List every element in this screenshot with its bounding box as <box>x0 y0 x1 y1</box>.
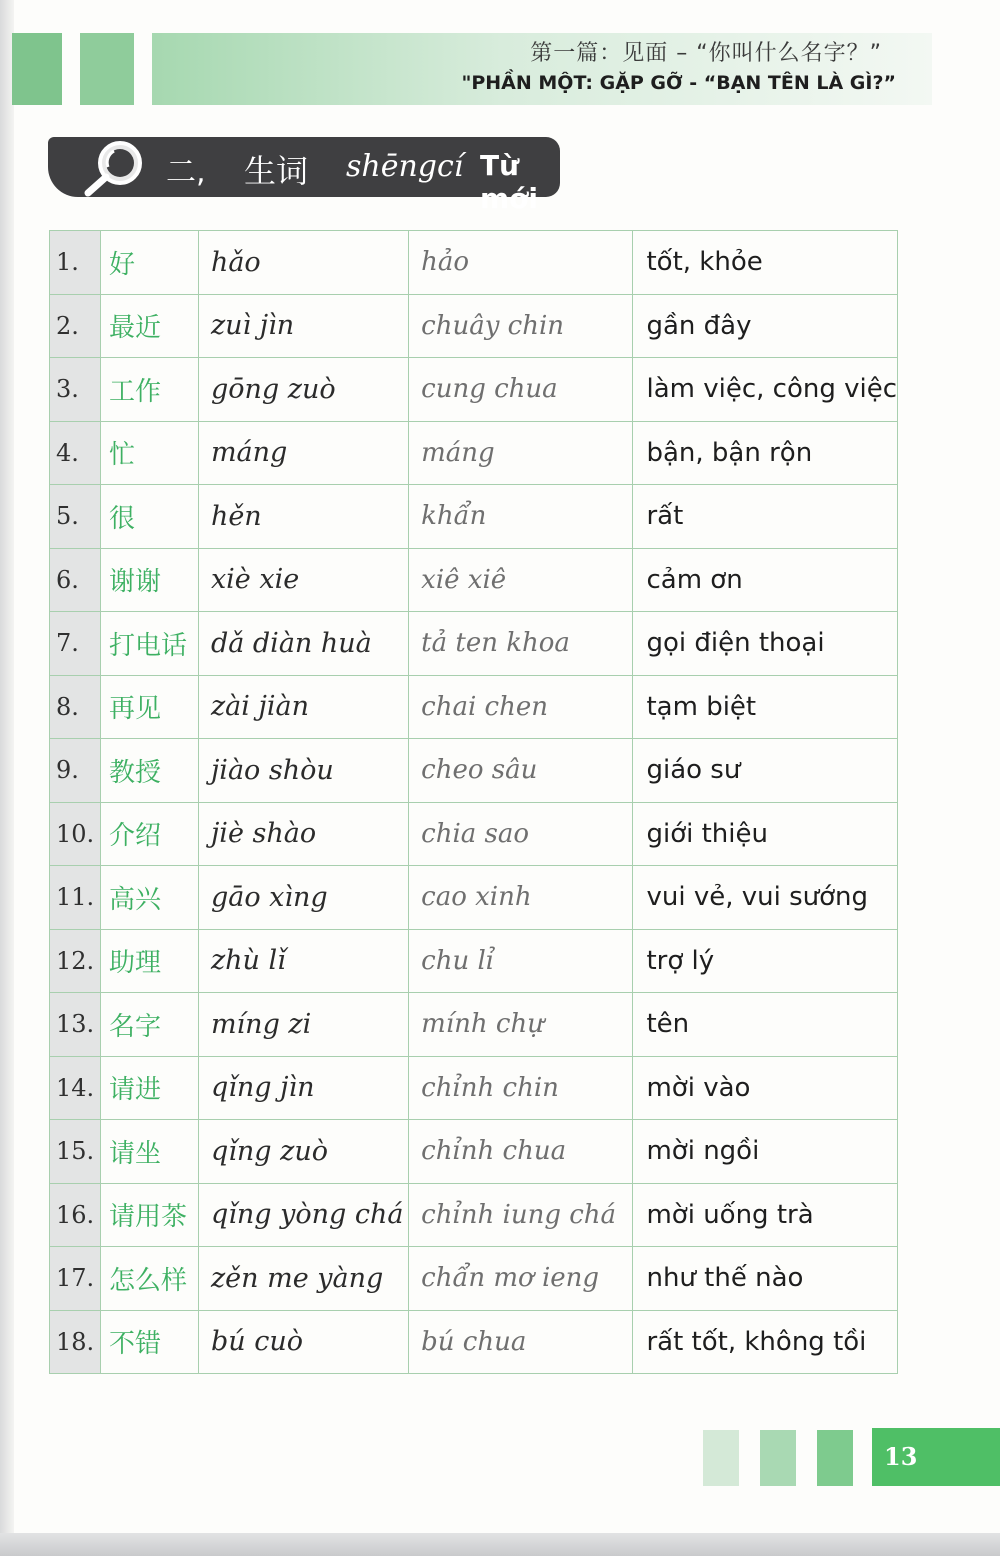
hanzi-cell: 打电话 <box>101 612 199 676</box>
chapter-title-vietnamese: "PHẦN MỘT: GẶP GỠ - “BẠN TÊN LÀ GÌ?” <box>461 72 896 94</box>
hanzi-cell: 谢谢 <box>101 548 199 612</box>
hanzi-cell: 不错 <box>101 1310 199 1374</box>
vietnamese-phonetic-cell: cung chua <box>409 358 633 422</box>
page-edge-shadow <box>0 0 14 1556</box>
row-number: 13. <box>50 993 101 1057</box>
row-number: 1. <box>50 231 101 295</box>
meaning-cell: giáo sư <box>633 739 898 803</box>
row-number: 10. <box>50 802 101 866</box>
vietnamese-phonetic-cell: chia sao <box>409 802 633 866</box>
row-number: 9. <box>50 739 101 803</box>
header-square-1 <box>12 33 62 105</box>
hanzi-cell: 请用茶 <box>101 1183 199 1247</box>
pinyin-cell: zhù lǐ <box>198 929 408 993</box>
pinyin-cell: bú cuò <box>198 1310 408 1374</box>
hanzi-cell: 很 <box>101 485 199 549</box>
meaning-cell: cảm ơn <box>633 548 898 612</box>
row-number: 3. <box>50 358 101 422</box>
section-title-pinyin: shēngcí <box>346 149 464 184</box>
pinyin-cell: xiè xie <box>198 548 408 612</box>
pinyin-cell: míng zi <box>198 993 408 1057</box>
pinyin-cell: gāo xìng <box>198 866 408 930</box>
meaning-cell: mời uống trà <box>633 1183 898 1247</box>
page-number-tab <box>872 1428 1000 1486</box>
table-row <box>50 358 898 422</box>
pinyin-cell: jiào shòu <box>198 739 408 803</box>
meaning-cell: rất <box>633 485 898 549</box>
hanzi-cell: 名字 <box>101 993 199 1057</box>
vietnamese-phonetic-cell: chẩn mơ ieng <box>409 1247 633 1311</box>
footer-square-1 <box>703 1430 739 1486</box>
meaning-cell: làm việc, công việc <box>633 358 898 422</box>
pinyin-cell: zěn me yàng <box>198 1247 408 1311</box>
meaning-cell: trợ lý <box>633 929 898 993</box>
table-row <box>50 1183 898 1247</box>
vietnamese-phonetic-cell: chỉnh chin <box>409 1056 633 1120</box>
footer-square-3 <box>817 1430 853 1486</box>
vietnamese-phonetic-cell: xiê xiê <box>409 548 633 612</box>
hanzi-cell: 请坐 <box>101 1120 199 1184</box>
pinyin-cell: hěn <box>198 485 408 549</box>
vietnamese-phonetic-cell: chỉnh iung chá <box>409 1183 633 1247</box>
table-row <box>50 866 898 930</box>
table-row <box>50 993 898 1057</box>
pinyin-cell: máng <box>198 421 408 485</box>
row-number: 16. <box>50 1183 101 1247</box>
hanzi-cell: 教授 <box>101 739 199 803</box>
row-number: 11. <box>50 866 101 930</box>
pinyin-cell: qǐng yòng chá <box>198 1183 408 1247</box>
hanzi-cell: 最近 <box>101 294 199 358</box>
vietnamese-phonetic-cell: tả ten khoa <box>409 612 633 676</box>
vietnamese-phonetic-cell: chai chen <box>409 675 633 739</box>
vietnamese-phonetic-cell: chỉnh chua <box>409 1120 633 1184</box>
pinyin-cell: hǎo <box>198 231 408 295</box>
hanzi-cell: 高兴 <box>101 866 199 930</box>
pinyin-cell: gōng zuò <box>198 358 408 422</box>
table-row <box>50 421 898 485</box>
table-row <box>50 231 898 295</box>
page-number: 13 <box>884 1442 918 1471</box>
pinyin-cell: jiè shào <box>198 802 408 866</box>
hanzi-cell: 介绍 <box>101 802 199 866</box>
hanzi-cell: 忙 <box>101 421 199 485</box>
meaning-cell: mời vào <box>633 1056 898 1120</box>
table-row <box>50 1120 898 1184</box>
meaning-cell: mời ngồi <box>633 1120 898 1184</box>
hanzi-cell: 好 <box>101 231 199 295</box>
table-row <box>50 1056 898 1120</box>
meaning-cell: tên <box>633 993 898 1057</box>
page-bottom-edge <box>0 1533 1000 1556</box>
meaning-cell: tốt, khỏe <box>633 231 898 295</box>
hanzi-cell: 工作 <box>101 358 199 422</box>
hanzi-cell: 怎么样 <box>101 1247 199 1311</box>
meaning-cell: rất tốt, không tồi <box>633 1310 898 1374</box>
pinyin-cell: qǐng jìn <box>198 1056 408 1120</box>
row-number: 4. <box>50 421 101 485</box>
section-number: 二, <box>166 155 206 190</box>
pinyin-cell: qǐng zuò <box>198 1120 408 1184</box>
row-number: 2. <box>50 294 101 358</box>
meaning-cell: gọi điện thoại <box>633 612 898 676</box>
vocabulary-table <box>49 230 898 1374</box>
table-row <box>50 1247 898 1311</box>
row-number: 14. <box>50 1056 101 1120</box>
row-number: 15. <box>50 1120 101 1184</box>
meaning-cell: giới thiệu <box>633 802 898 866</box>
table-row <box>50 1310 898 1374</box>
vietnamese-phonetic-cell: khẩn <box>409 485 633 549</box>
row-number: 12. <box>50 929 101 993</box>
chapter-title-chinese: 第一篇：见面 – “你叫什么名字？” <box>530 41 882 66</box>
pinyin-cell: dǎ diàn huà <box>198 612 408 676</box>
hanzi-cell: 请进 <box>101 1056 199 1120</box>
row-number: 5. <box>50 485 101 549</box>
vietnamese-phonetic-cell: mính chự <box>409 993 633 1057</box>
magnifier-icon <box>48 137 148 197</box>
vietnamese-phonetic-cell: cheo sâu <box>409 739 633 803</box>
vocabulary-table-body <box>50 231 898 1374</box>
section-title-chinese: 生词 <box>244 152 309 190</box>
pinyin-cell: zài jiàn <box>198 675 408 739</box>
table-row <box>50 294 898 358</box>
meaning-cell: như thế nào <box>633 1247 898 1311</box>
row-number: 8. <box>50 675 101 739</box>
meaning-cell: tạm biệt <box>633 675 898 739</box>
vietnamese-phonetic-cell: hảo <box>409 231 633 295</box>
table-row <box>50 612 898 676</box>
hanzi-cell: 助理 <box>101 929 199 993</box>
section-title-vietnamese: Từ mới <box>480 149 539 215</box>
hanzi-cell: 再见 <box>101 675 199 739</box>
footer-square-2 <box>760 1430 796 1486</box>
meaning-cell: gần đây <box>633 294 898 358</box>
row-number: 18. <box>50 1310 101 1374</box>
vietnamese-phonetic-cell: cao xinh <box>409 866 633 930</box>
table-row <box>50 548 898 612</box>
vietnamese-phonetic-cell: chu lỉ <box>409 929 633 993</box>
row-number: 17. <box>50 1247 101 1311</box>
vietnamese-phonetic-cell: máng <box>409 421 633 485</box>
vietnamese-phonetic-cell: bú chua <box>409 1310 633 1374</box>
row-number: 7. <box>50 612 101 676</box>
meaning-cell: bận, bận rộn <box>633 421 898 485</box>
row-number: 6. <box>50 548 101 612</box>
header-square-2 <box>80 33 134 105</box>
section-banner <box>48 137 560 215</box>
table-row <box>50 675 898 739</box>
meaning-cell: vui vẻ, vui sướng <box>633 866 898 930</box>
table-row <box>50 739 898 803</box>
table-row <box>50 485 898 549</box>
table-row <box>50 929 898 993</box>
table-row <box>50 802 898 866</box>
pinyin-cell: zuì jìn <box>198 294 408 358</box>
vietnamese-phonetic-cell: chuây chin <box>409 294 633 358</box>
